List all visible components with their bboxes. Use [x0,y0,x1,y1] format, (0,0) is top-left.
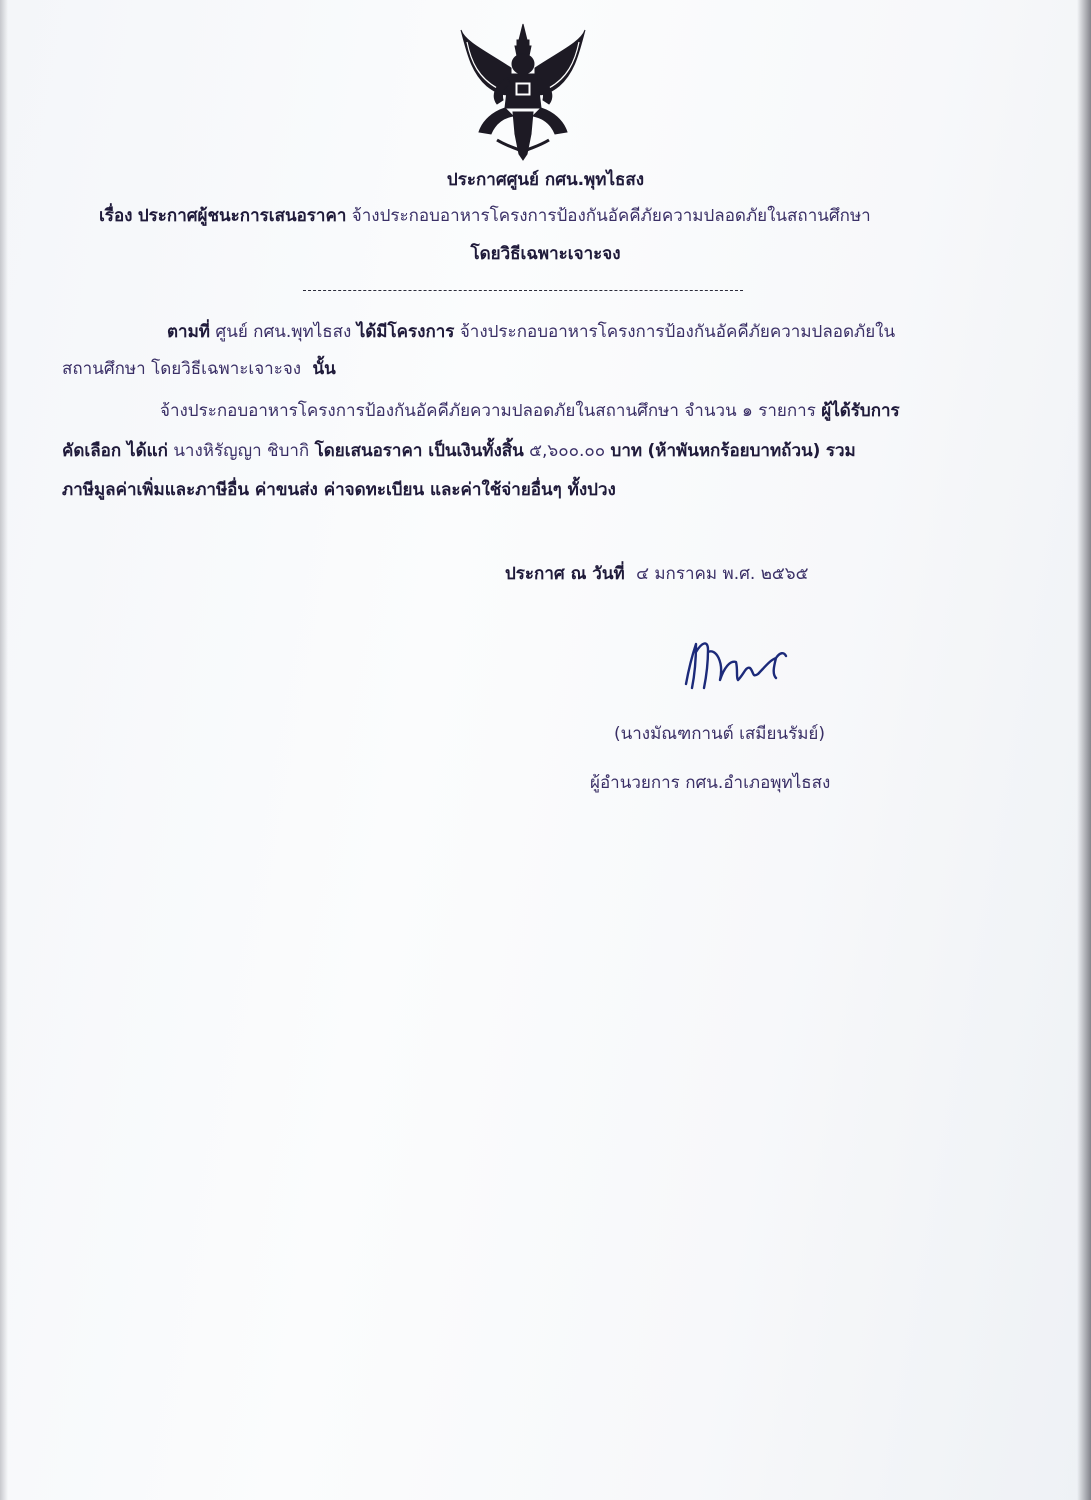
subject-project: จ้างประกอบอาหารโครงการป้องกันอัคคีภัยความปลอดภัยในสถานศึกษา [351,206,871,226]
p2-line1-bold: ผู้ได้รับการ [821,401,900,421]
signer-position: ผู้อำนวยการ กศน.อำเภอพุทไธสง [590,773,831,793]
page-shadow-right [1077,0,1091,1500]
p2-amount: ๕,๖๐๐.๐๐ [529,441,606,461]
p2-line1-text: จ้างประกอบอาหารโครงการป้องกันอัคคีภัยความปลอดภัยในสถานศึกษา จำนวน ๑ รายการ [160,401,816,421]
page-shadow-left [0,0,8,1500]
announce-date: ๔ มกราคม พ.ศ. ๒๕๖๕ [636,564,809,584]
announce-date-line [505,562,808,586]
announcement-title: ประกาศศูนย์ กศน.พุทไธสง [446,170,645,190]
paragraph-2-line-1 [160,399,900,423]
subject-label: เรื่อง [99,206,133,226]
p2-rum: รวม [825,441,856,461]
p2-baht: บาท [610,441,643,461]
subject-method: โดยวิธีเฉพาะเจาะจง [470,244,621,264]
p1-intro: ตามที่ [167,322,210,342]
announce-label: ประกาศ ณ วันที่ [505,564,625,584]
p2-winner-name: นางหิรัญญา ชิบากิ [173,441,310,461]
paragraph-2-line-3: ภาษีมูลค่าเพิ่มและภาษีอื่น ค่าขนส่ง ค่าจดทะเบียน และค่าใช้จ่ายอื่นๆ ทั้งปวง [62,480,616,500]
signer-name: (นางมัณฑกานต์ เสมียนรัมย์) [614,724,825,744]
p1-project: จ้างประกอบอาหารโครงการป้องกันอัคคีภัยความปลอดภัยใน [459,322,896,342]
p1-org: ศูนย์ กศน.พุทไธสง [215,322,352,342]
p1-has: ได้มีโครงการ [356,322,455,342]
signature-icon [672,622,812,702]
paragraph-1-line-2 [62,357,336,381]
p1-end: นั้น [312,359,336,379]
paragraph-2-line-2 [62,439,856,463]
subject-bold: ประกาศผู้ชนะการเสนอราคา [137,206,347,226]
p2-selected-label: คัดเลือก ได้แก่ [62,441,168,461]
p2-offer-label: โดยเสนอราคา เป็นเงินทั้งสิ้น [314,441,524,461]
garuda-emblem-icon [457,22,589,162]
p2-amount-words: (ห้าพันหกร้อยบาทถ้วน) [647,441,821,461]
divider-line [303,290,743,291]
paragraph-1-line-1 [167,320,895,344]
subject-line [99,204,871,228]
p1-line2: สถานศึกษา โดยวิธีเฉพาะเจาะจง [62,359,302,379]
